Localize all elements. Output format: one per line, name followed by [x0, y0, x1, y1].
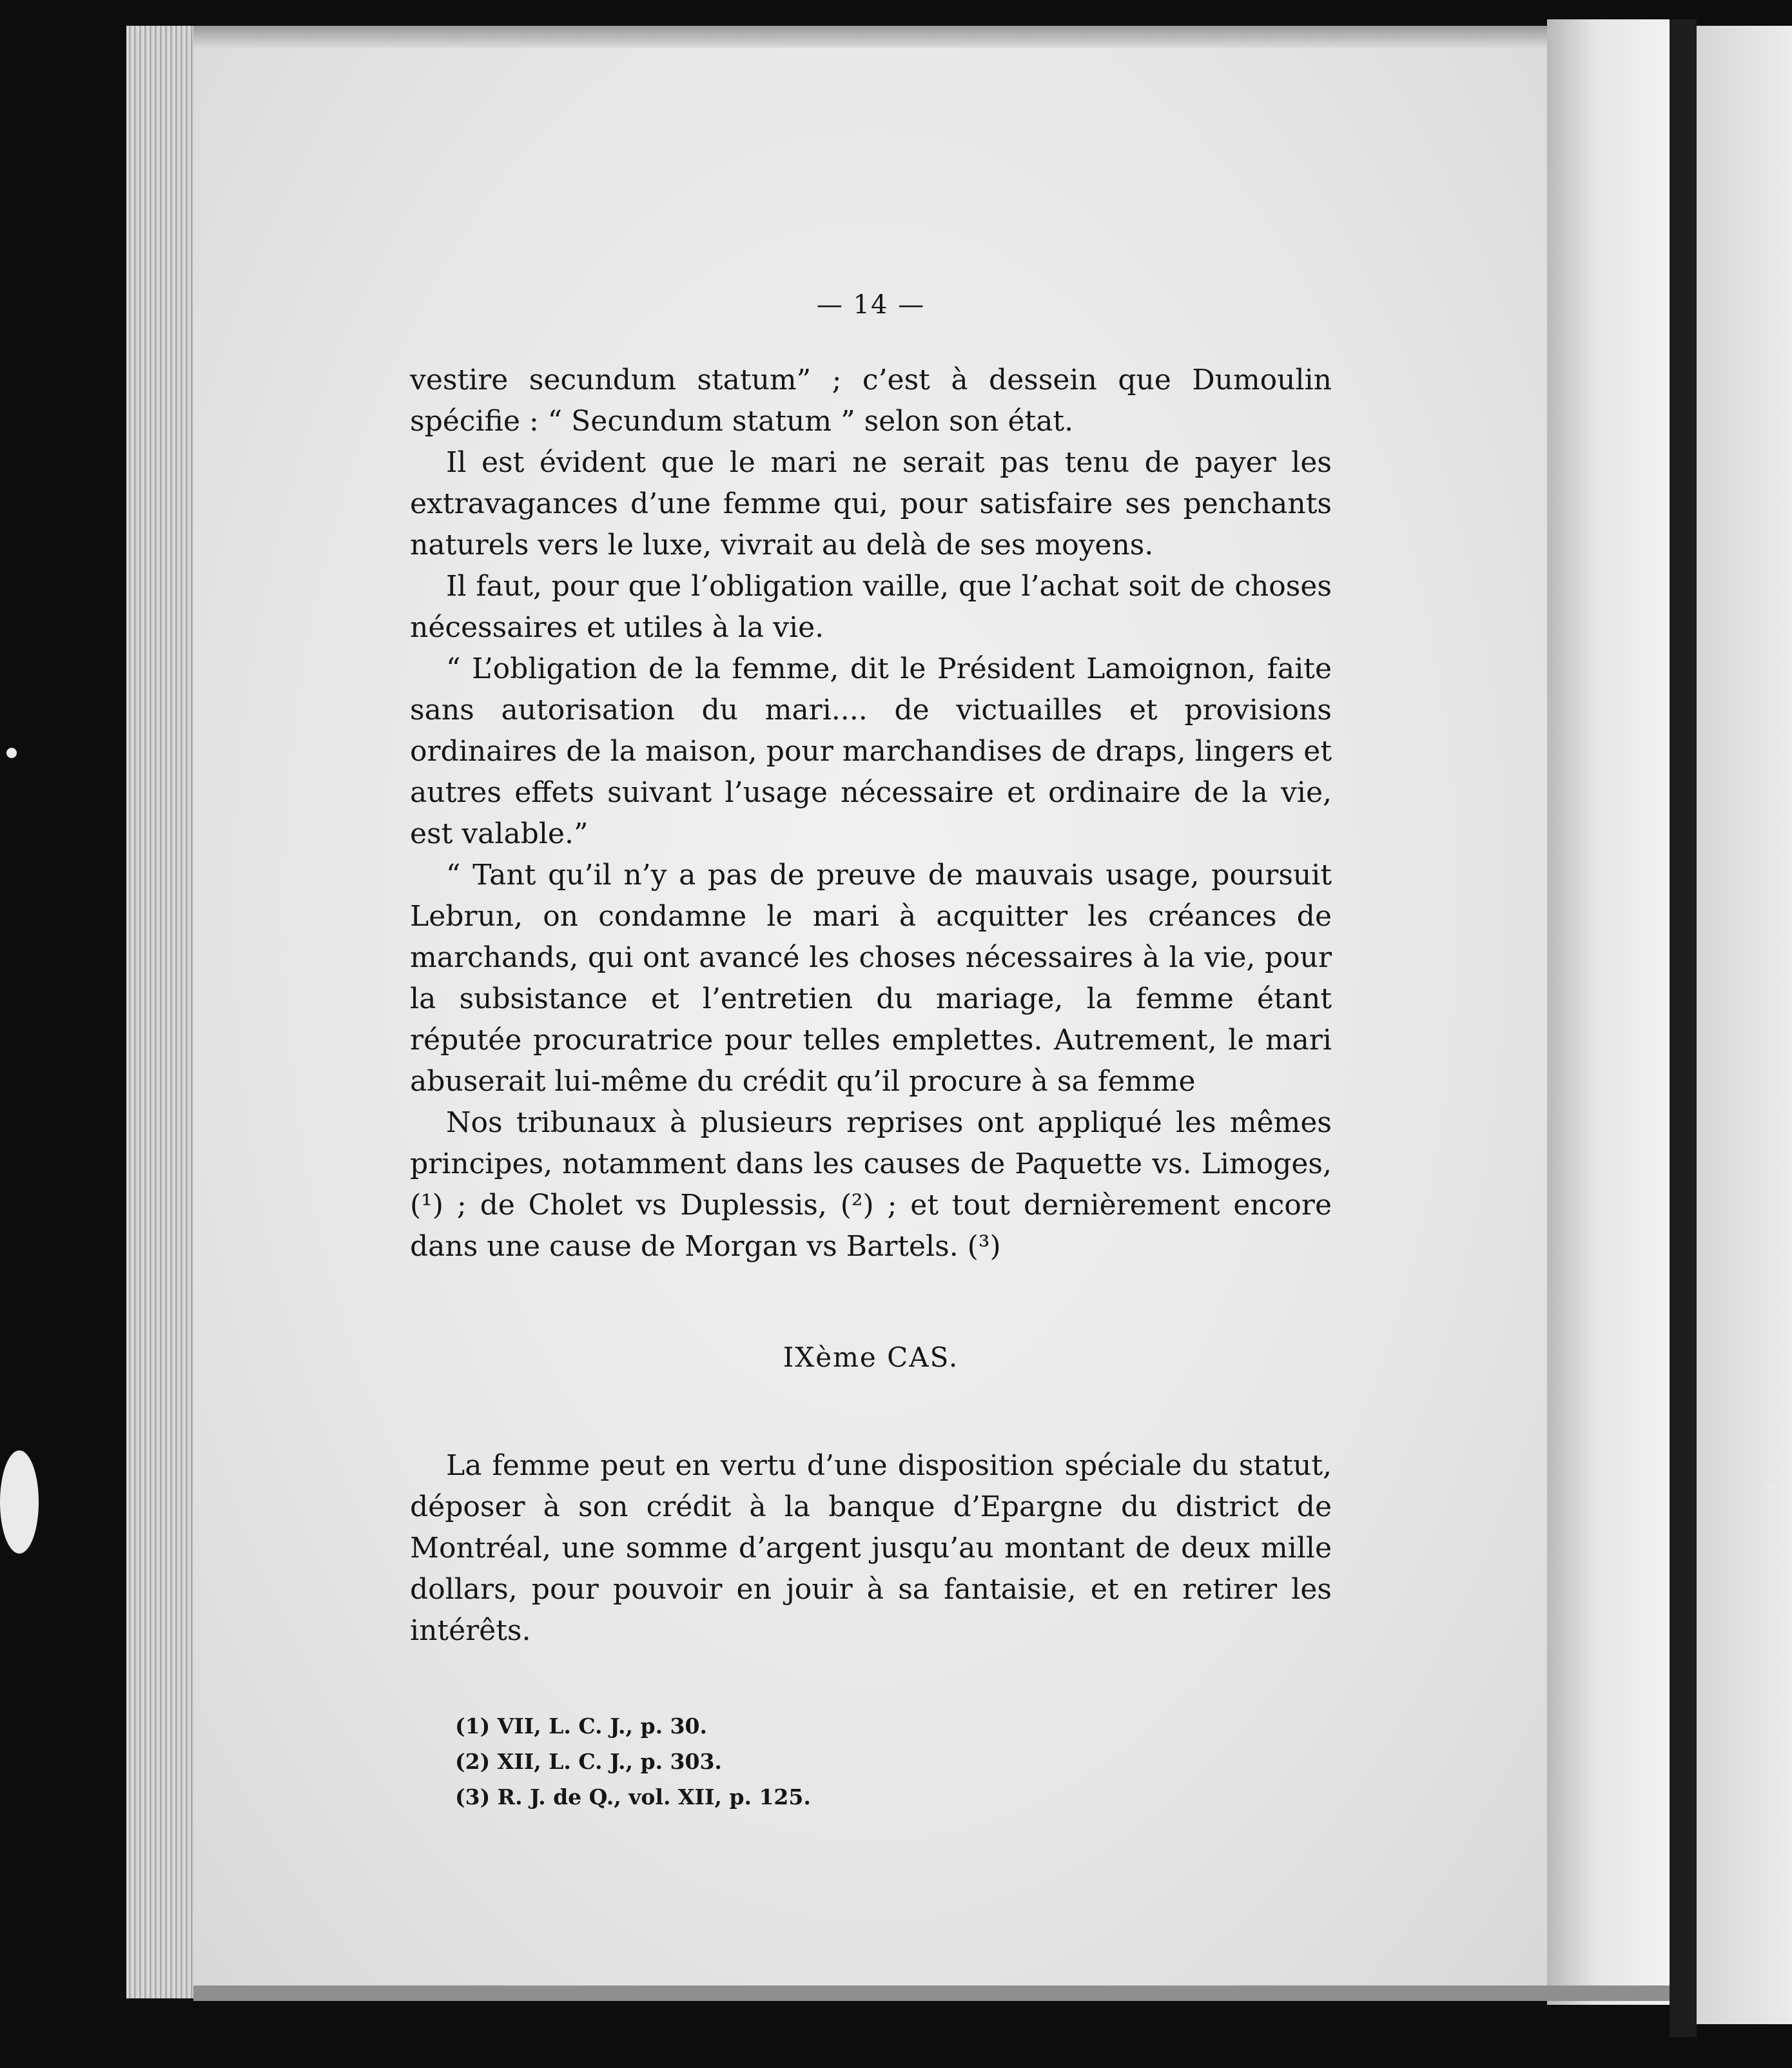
- footnotes: [410, 1708, 1332, 1815]
- section-body: [410, 1445, 1332, 1652]
- scan-speck: [6, 748, 17, 758]
- paragraph: Il faut, pour que l’obligation vaille, que l’achat soit de choses nécessaires et utiles à la vie.: [410, 570, 1332, 644]
- paragraph: Il est évident que le mari ne serait pas tenu de payer les extravagances d’une femme qui, pour satisfaire ses penchants naturels vers le luxe, vivrait au delà de ses moyens.: [410, 446, 1332, 561]
- facing-page-edge: [1547, 19, 1670, 2005]
- paragraph: “ L’obligation de la femme, dit le Président Lamoignon, faite sans autorisation du mari.... de victuailles et provisions ordinaires de la maison, pour marchandises de draps, lingers et autres effets suivant l’usage nécessaire et ordinaire de la vie, est valable.”: [410, 652, 1332, 850]
- section-heading: IXème CAS.: [783, 1341, 959, 1373]
- paragraph: Nos tribunaux à plusieurs reprises ont appliqué les mêmes principes, notamment dans les causes de Paquette vs. Limoges, (¹) ; de Cholet vs Duplessis, (²) ; et tout dernièrement encore dans une cause de Morgan vs Bartels. (³): [410, 1106, 1332, 1263]
- page-text: [410, 290, 1332, 1815]
- footnote: (3) R. J. de Q., vol. XII, p. 125.: [455, 1784, 811, 1810]
- scan-speck: [0, 1450, 39, 1554]
- stacked-page-edges: [126, 26, 204, 1998]
- footnote: (1) VII, L. C. J., p. 30.: [455, 1713, 707, 1739]
- paragraph: “ Tant qu’il n’y a pas de preuve de mauvais usage, poursuit Lebrun, on condamne le mari à acquitter les créances de marchands, qui ont avancé les choses nécessaires à la vie, pour la subsistance et l’entretien du mariage, la femme étant réputée procuratrice pour telles emplettes. Autrement, le mari abuserait lui-même du crédit qu’il procure à sa femme: [410, 859, 1332, 1098]
- paragraph: La femme peut en vertu d’une disposition spéciale du statut, déposer à son crédit à la banque d’Epargne du district de Montréal, une somme d’argent jusqu’au montant de deux mille dollars, pour pouvoir en jouir à sa fantaisie, et en retirer les intérêts.: [410, 1449, 1332, 1647]
- paragraph: vestire secundum statum” ; c’est à dessein que Dumoulin spécifie : “ Secundum statum ” selon son état.: [410, 364, 1332, 438]
- book-spine: [1670, 19, 1697, 2037]
- page-number: — 14 —: [816, 290, 926, 320]
- page-bottom-edge: [193, 1985, 1670, 2001]
- body-text: [410, 360, 1332, 1267]
- scan-speck: [1766, 1483, 1774, 1490]
- footnote: (2) XII, L. C. J., p. 303.: [455, 1749, 722, 1774]
- facing-page: [1697, 26, 1792, 2024]
- page-top-edge: [193, 26, 1547, 48]
